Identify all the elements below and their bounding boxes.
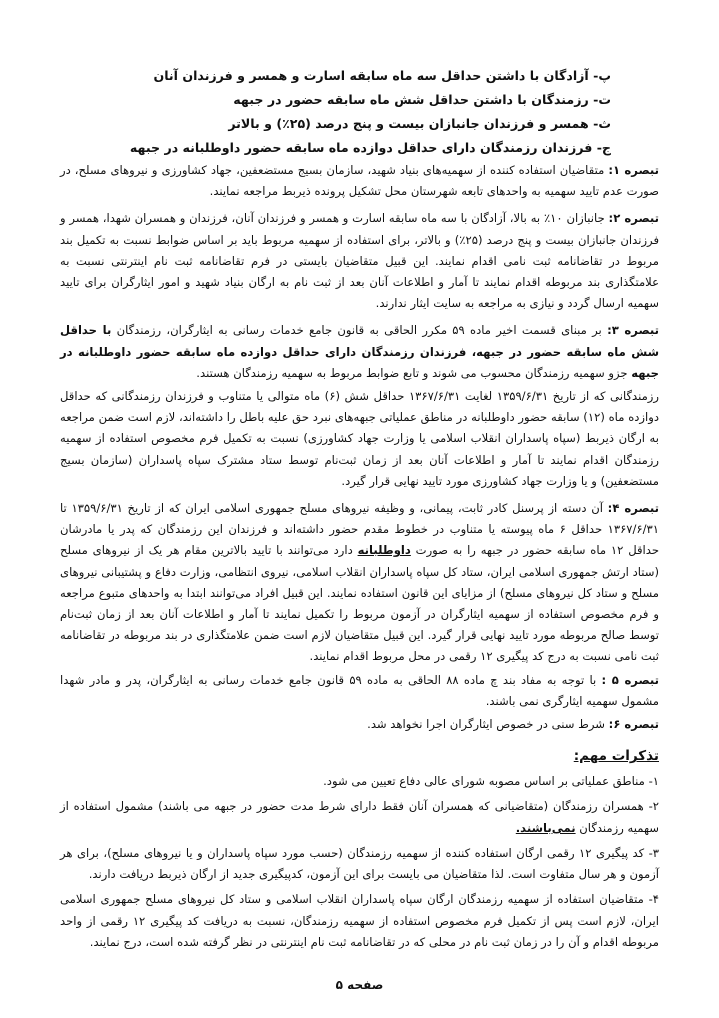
note-1-label: تبصره ۱:	[608, 163, 660, 177]
note-6-paragraph	[60, 714, 659, 735]
note-6-text: شرط سنی در خصوص ایثارگران اجرا نخواهد شد.	[367, 717, 609, 732]
note-5-paragraph	[60, 670, 659, 712]
note-3-bold-text: با حداقل شش ماه سابقه حضور در جبهه، فرزندان رزمندگان دارای حداقل دوازده ماه سابقه حضور داوطلبانه در جبهه	[60, 323, 659, 380]
note-2-text: جانبازان ۱۰٪ به بالا، آزادگان با سه ماه سابقه اسارت و همسر و فرزندان آنان، فرزندان و همسران شهدا، همسر و فرزندان جانبازان بیست و پنج درصد (۲۵٪) و بالاتر، برای استفاده از سهمیه مربوط باید بر اساس ضوابط نسبت به تکمیل بند مربوط در تقاضانامه ثبت نامی اقدام نمایند. این قبیل متقاضیان بایستی در فرم تقاضانامه ثبت نام اینترنتی نسبت به علامتگذاری بند مربوطه اقدام نمایند تا آمار و اطلاعات آنان بعد از ثبت نام به ارگان بنیاد شهید و امور ایثارگران برای تایید سهمیه ارسال گردد و نیازی به مراجعه به سایت ایثار ندارند.	[60, 211, 659, 311]
page-number: صفحه ۵	[335, 978, 384, 992]
note-3-text-b: جزو سهمیه رزمندگان محسوب می شوند و تابع ضوابط مربوط به سهمیه رزمندگان هستند.	[196, 365, 632, 380]
note-4-label: تبصره ۴:	[607, 501, 659, 516]
note-4-paragraph	[60, 498, 659, 668]
note-6-label: تبصره ۶:	[608, 717, 659, 732]
note-1-text: متقاضیان استفاده کننده از سهمیه‌های بنیاد شهید، سازمان بسیج مستضعفین، جهاد کشاورزی و نیروهای مسلح، در صورت عدم تایید سهمیه به واحدهای تابعه شهرستان محل تشکیل پرونده ذیربط مراجعه نمایند.	[60, 163, 659, 199]
note-1-paragraph	[60, 160, 659, 202]
note-2-paragraph	[60, 208, 659, 314]
note-5-label: تبصره ۵ :	[601, 672, 660, 687]
quota-item-jim: ج- فرزندان رزمندگان دارای حداقل دوازده ماه سابقه حضور داوطلبانه در جبهه	[129, 140, 611, 155]
important-note-4: ۴- متقاضیان استفاده از سهمیه رزمندگان ارگان سپاه پاسداران انقلاب اسلامی و ستاد کل نیروهای مسلح جمهوری اسلامی ایران، لازم است پس از تکمیل فرم مخصوص استفاده از سهمیه رزمندگان، نسبت به دریافت کد پیگیری ۱۲ رقمی از واحد مربوطه اقدام و آن را در زمان ثبت نام در محلی که در تقاضانامه ثبت نام اینترنتی در نظر گرفته شده است، درج نمایند.	[60, 892, 659, 949]
note-4-text-b: دارد می‌توانند با تایید بالاترین مقام هر یک از نیروهای مسلح (ستاد ارتش جمهوری اسلامی ایران، ستاد کل سپاه پاسداران انقلاب اسلامی، نیروی انتظامی، وزارت دفاع و پشتیبانی نیروهای مسلح و ستاد کل نیروهای مسلح) از مزایای این قانون استفاده نمایند. این قبیل افراد می‌توانند ابتدا به واحدهای متبوع مراجعه و فرم مخصوص استفاده از سهمیه ایثارگران در آزمون مربوط را تکمیل نمایند تا آمار و اطلاعات آنان بعد از زمان ثبت‌نام توسط صالح مربوطه مورد تایید نهایی قرار گیرد. این قبیل متقاضیان لازم است ضمن علامتگذاری در بند مربوطه در تقاضانامه ثبت نامی نسبت به درج کد پیگیری ۱۲ رقمی در محل مربوط اقدام نمایند.	[60, 543, 659, 664]
note-4-underlined-word: داوطلبانه	[357, 543, 411, 558]
important-note-2-text: ۲- همسران رزمندگان (متقاضیانی که همسران آنان فقط دارای شرط مدت حضور در جبهه می باشند) مشمول استفاده از سهمیه رزمندگان	[60, 799, 659, 835]
quota-item-se: ث- همسر و فرزندان جانبازان بیست و پنج درصد (۲۵٪) و بالاتر	[228, 116, 611, 131]
quota-item-te: ت- رزمندگان با داشتن حداقل شش ماه سابقه حضور در جبهه	[233, 92, 611, 107]
important-note-2-underlined: نمی‌باشند.	[515, 820, 576, 835]
note-3-text-a: بر مبنای قسمت اخیر ماده ۵۹ مکرر الحاقی به قانون جامع خدمات رسانی به ایثارگران، رزمندگان	[111, 323, 608, 338]
important-note-3: ۳- کد پیگیری ۱۲ رقمی ارگان استفاده کننده از سهمیه رزمندگان (حسب مورد سپاه پاسداران و یا نیروهای مسلح)، برای هر آزمون و هر سال متفاوت است. لذا متقاضیان می بایست برای این آزمون، کدپیگیری جدید از ارگان ذیربط دریافت دارند.	[60, 845, 659, 882]
important-notes-title: تذکرات مهم:	[573, 748, 659, 765]
note-4-text-a: آن دسته از پرسنل کادر ثابت، پیمانی، و وظیفه نیروهای مسلح جمهوری اسلامی ایران که از تاریخ ۱۳۵۹/۶/۳۱ تا ۱۳۶۷/۶/۳۱ حداقل ۶ ماه پیوسته یا متناوب در خطوط مقدم حضور داشته‌اند و فرزندان این رزمندگان که پدر یا مادرشان حداقل ۱۲ ماه سابقه حضور در جبهه را به صورت	[60, 501, 660, 558]
combatants-paragraph: رزمندگانی که از تاریخ ۱۳۵۹/۶/۳۱ لغایت ۱۳۶۷/۶/۳۱ حداقل شش (۶) ماه متوالی یا متناوب و فرزندان رزمندگانی که حداقل دوازده ماه (۱۲) سابقه حضور داوطلبانه در مناطق عملیاتی جبهه‌های نبرد حق علیه باطل را داشته‌اند، لازم است ضمن مراجعه به ارگان ذیربط (سپاه پاسداران انقلاب اسلامی یا وزارت جهاد کشاورزی) نسبت به تکمیل فرم مخصوص استفاده از سهمیه رزمندگان اقدام نمایند تا آمار و اطلاعات آنان بعد از زمان ثبت‌نام توسط ستاد مشترک سپاه پاسداران (سازمان بسیج مستضعفین) و یا وزارت جهاد کشاورزی مورد تایید نهایی قرار گیرد.	[60, 389, 660, 488]
quota-items-list	[60, 64, 659, 160]
important-note-1: ۱- مناطق عملیاتی بر اساس مصوبه شورای عالی دفاع تعیین می شود.	[323, 774, 659, 789]
note-2-label: تبصره ۲:	[608, 211, 659, 226]
important-note-2	[60, 796, 659, 838]
note-3-label: تبصره ۳:	[607, 323, 659, 338]
note-3-paragraph	[60, 320, 659, 384]
note-5-text: با توجه به مفاد بند چ ماده ۸۸ الحاقی به ماده ۵۹ قانون جامع خدمات رسانی به ایثارگران، پدر و مادر شهدا مشمول سهمیه ایثارگری نمی باشند.	[60, 672, 659, 708]
quota-item-pe: پ- آزادگان با داشتن حداقل سه ماه سابقه اسارت و همسر و فرزندان آنان	[153, 68, 611, 83]
